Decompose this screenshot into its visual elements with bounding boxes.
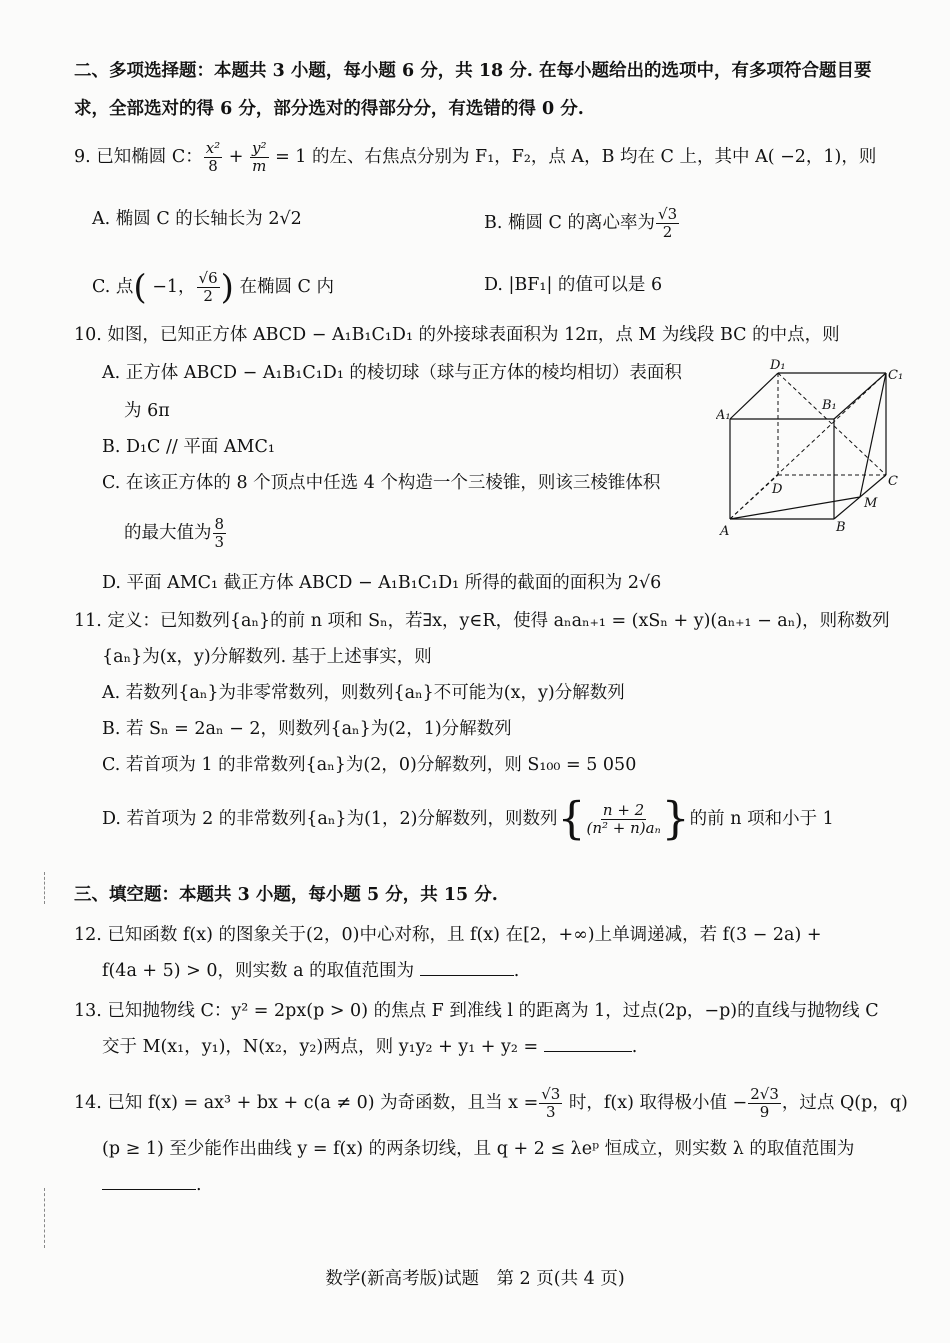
left-brace: { — [557, 793, 586, 845]
cube-figure — [716, 357, 910, 537]
q9-option-c — [92, 267, 334, 308]
q12-end: . — [513, 961, 520, 981]
q9-optc-num: √6 — [198, 269, 218, 287]
label-B1: B₁ — [822, 398, 837, 413]
q9-optc-post: 在椭圆 C 内 — [233, 277, 334, 297]
q9-optc-mid: −1， — [146, 277, 196, 297]
q9-frac1-num: x² — [205, 139, 221, 157]
q9-option-b — [484, 206, 680, 241]
answer-blank[interactable] — [544, 1035, 632, 1052]
q14-end: . — [196, 1175, 202, 1195]
label-D: D — [772, 482, 783, 497]
q14-text-post: ，过点 Q(p，q) — [781, 1093, 908, 1113]
q9-optb-text: B. 椭圆 C 的离心率为 — [484, 213, 656, 233]
label-C1: C₁ — [888, 368, 904, 383]
q9-optc-text: C. 点 — [92, 277, 134, 297]
q9-optb-num: √3 — [658, 205, 678, 223]
label-A: A — [720, 524, 730, 537]
line-AM — [730, 497, 860, 519]
section2-heading-line2: 求，全部选对的得 6 分，部分选对的得部分分，有选错的得 0 分. — [74, 99, 584, 119]
left-paren: ( — [133, 267, 147, 308]
q10-optc-den: 3 — [214, 533, 225, 551]
q10-optc-num: 8 — [214, 515, 225, 533]
question-13-line1: 13. 已知抛物线 C：y² = 2px(p > 0) 的焦点 F 到准线 l 的距离为 1，过点(2p，−p)的直线与抛物线 C — [74, 1001, 879, 1021]
q9-frac2-num: y² — [252, 139, 267, 157]
q9-optc-fraction — [197, 270, 220, 305]
q10-optc-text: 的最大值为 — [124, 523, 212, 543]
q9-fraction-x — [204, 140, 222, 175]
page-footer: 数学(新高考版)试题 第 2 页(共 4 页) — [325, 1269, 625, 1289]
question-14-line3 — [102, 1172, 202, 1198]
q14-fraction-min — [748, 1086, 781, 1121]
q12-text: f(4a + 5) > 0，则实数 a 的取值范围为 — [102, 961, 415, 981]
edge-A1D1 — [730, 373, 778, 419]
label-A1: A₁ — [716, 408, 731, 423]
q14-fraction-x — [539, 1086, 562, 1121]
q14-num2: 2√3 — [750, 1085, 779, 1103]
q11-optd-num: n + 2 — [602, 801, 645, 819]
q10-optc-fraction — [213, 516, 227, 551]
q14-num1: √3 — [541, 1085, 561, 1103]
q14-den2: 9 — [759, 1103, 770, 1121]
label-C: C — [888, 474, 898, 489]
label-D1: D₁ — [770, 358, 786, 373]
q11-option-b: B. 若 Sₙ = 2aₙ − 2，则数列{aₙ}为(2，1)分解数列 — [102, 719, 512, 739]
binding-margin-mark — [44, 1188, 46, 1248]
q9-suffix: = 1 的左、右焦点分别为 F₁，F₂，点 A，B 均在 C 上，其中 A( −2，1)，则 — [269, 147, 877, 167]
q10-option-d: D. 平面 AMC₁ 截正方体 ABCD − A₁B₁C₁D₁ 所得的截面的面积为 2√6 — [102, 573, 662, 593]
question-10-stem: 10. 如图，已知正方体 ABCD − A₁B₁C₁D₁ 的外接球表面积为 12π，点 M 为线段 BC 的中点，则 — [74, 325, 840, 345]
section3-heading: 三、填空题：本题共 3 小题，每小题 5 分，共 15 分. — [74, 885, 498, 905]
q9-frac1-den: 8 — [208, 157, 218, 175]
right-brace: } — [661, 793, 690, 845]
q9-option-a: A. 椭圆 C 的长轴长为 2√2 — [92, 209, 302, 229]
q11-option-a: A. 若数列{aₙ}为非零常数列，则数列{aₙ}不可能为(x，y)分解数列 — [102, 683, 625, 703]
q11-optd-fraction — [587, 802, 661, 837]
answer-blank[interactable] — [102, 1173, 196, 1190]
q14-text-pre: 14. 已知 f(x) = ax³ + bx + c(a ≠ 0) 为奇函数，且当 x = — [74, 1093, 539, 1113]
q10-option-a-line1: A. 正方体 ABCD − A₁B₁C₁D₁ 的棱切球（球与正方体的棱均相切）表面积 — [102, 363, 682, 383]
q9-prefix: 9. 已知椭圆 C： — [74, 147, 203, 167]
question-11-stem-line2: {aₙ}为(x，y)分解数列. 基于上述事实，则 — [102, 647, 432, 667]
label-B: B — [836, 520, 846, 535]
question-9-stem — [74, 140, 876, 175]
q11-option-d — [102, 793, 834, 845]
question-12-line1: 12. 已知函数 f(x) 的图象关于(2，0)中心对称，且 f(x) 在[2，+∞)上单调递减，若 f(3 − 2a) + — [74, 925, 822, 945]
q14-text-mid: 时，f(x) 取得极小值 − — [563, 1093, 748, 1113]
q11-optd-text: D. 若首项为 2 的非常数列{aₙ}为(1，2)分解数列，则数列 — [102, 809, 558, 829]
q9-optb-fraction — [656, 206, 679, 241]
question-11-stem-line1: 11. 定义：已知数列{aₙ}的前 n 项和 Sₙ，若∃x，y∈R，使得 aₙaₙ₊₁ = (xSₙ + y)(aₙ₊₁ − aₙ)，则称数列 — [74, 611, 890, 631]
q14-den1: 3 — [546, 1103, 556, 1121]
q11-option-c: C. 若首项为 1 的非常数列{aₙ}为(2，0)分解数列，则 S₁₀₀ = 5 050 — [102, 755, 637, 775]
question-13-line2 — [102, 1034, 637, 1060]
label-M: M — [864, 496, 878, 511]
right-paren: ) — [220, 267, 234, 308]
q10-option-a-line2: 为 6π — [124, 401, 170, 421]
q13-end: . — [631, 1037, 638, 1057]
q10-option-c-line1: C. 在该正方体的 8 个顶点中任选 4 个构造一个三棱锥，则该三棱锥体积 — [102, 473, 661, 493]
q9-plus: + — [223, 147, 249, 167]
q9-option-d: D. |BF₁| 的值可以是 6 — [484, 275, 663, 295]
q13-text: 交于 M(x₁，y₁)，N(x₂，y₂)两点，则 y₁y₂ + y₁ + y₂ = — [102, 1037, 539, 1057]
line-AC1 — [730, 373, 886, 519]
q11-optd-post: 的前 n 项和小于 1 — [689, 809, 834, 829]
question-14-line1 — [74, 1086, 908, 1121]
q9-frac2-den: m — [252, 157, 267, 175]
q10-option-b: B. D₁C // 平面 AMC₁ — [102, 437, 275, 457]
section2-heading-line1: 二、多项选择题：本题共 3 小题，每小题 6 分，共 18 分. 在每小题给出的选项中，有多项符合题目要 — [74, 61, 872, 81]
q9-optc-den: 2 — [203, 287, 213, 305]
q9-optb-den: 2 — [662, 223, 673, 241]
q10-option-c-line2 — [124, 516, 227, 551]
answer-blank[interactable] — [420, 959, 514, 976]
q11-optd-den: (n² + n)aₙ — [586, 819, 661, 837]
question-14-line2: (p ≥ 1) 至少能作出曲线 y = f(x) 的两条切线，且 q + 2 ≤ λeᵖ 恒成立，则实数 λ 的取值范围为 — [102, 1139, 855, 1159]
binding-margin-mark — [44, 872, 46, 904]
question-12-line2 — [102, 958, 519, 984]
q9-fraction-y — [250, 140, 269, 175]
